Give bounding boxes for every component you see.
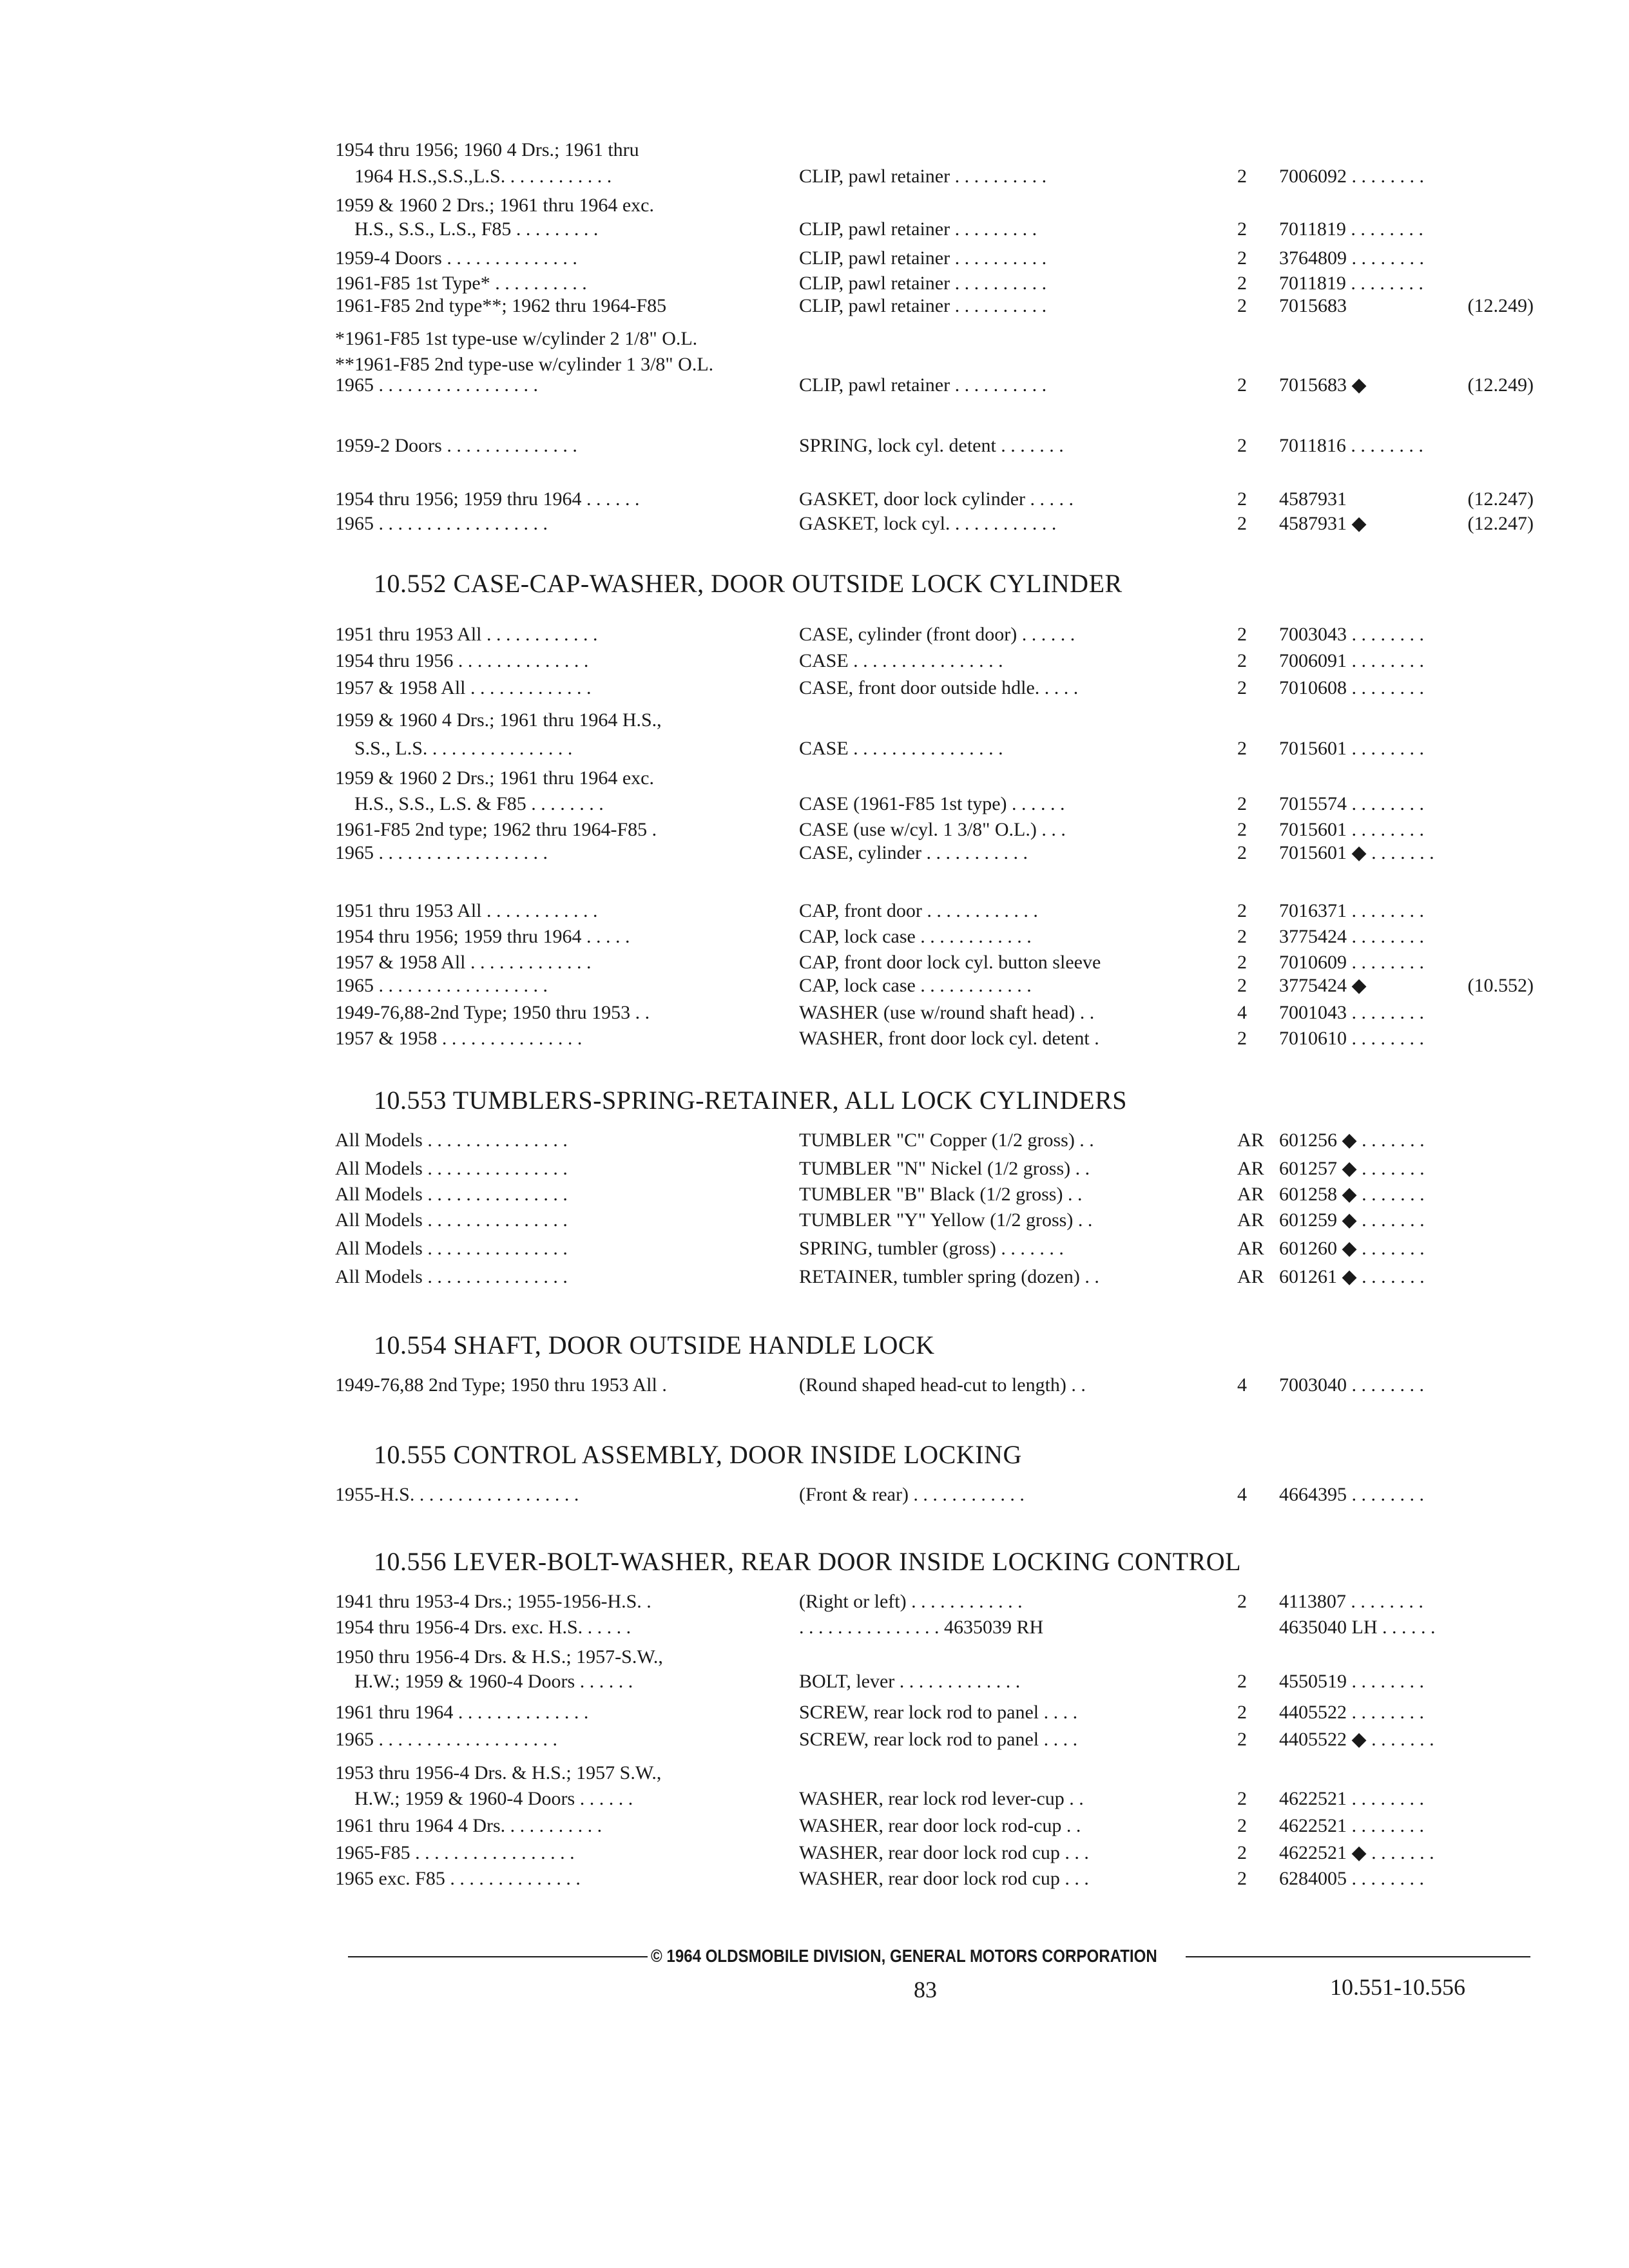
description-cell: CAP, front door lock cyl. button sleeve	[799, 952, 1101, 973]
quantity-cell: 4	[1237, 1374, 1247, 1396]
application-cell: 1965 . . . . . . . . . . . . . . . . . . .	[335, 1729, 557, 1750]
part-number-cell: 7001043 . . . . . . . .	[1279, 1002, 1424, 1023]
footer-rule-left	[348, 1956, 648, 1957]
description-cell: SCREW, rear lock rod to panel . . . .	[799, 1729, 1078, 1750]
description-cell: (Front & rear) . . . . . . . . . . . .	[799, 1484, 1025, 1505]
quantity-cell: 2	[1237, 513, 1247, 534]
description-cell: CLIP, pawl retainer . . . . . . . . .	[799, 218, 1037, 240]
parts-row	[335, 511, 1534, 542]
description-cell: WASHER, rear door lock rod cup . . .	[799, 1868, 1089, 1889]
quantity-cell: 2	[1237, 1788, 1247, 1809]
description-cell: CASE, front door outside hdle. . . . .	[799, 677, 1079, 698]
part-number-cell: 4405522 ◆ . . . . . . .	[1279, 1729, 1434, 1750]
part-number-cell: 7010608 . . . . . . . .	[1279, 677, 1424, 698]
part-number-cell: 7011819 . . . . . . . .	[1279, 218, 1423, 240]
quantity-cell: 2	[1237, 1591, 1247, 1612]
quantity-cell: AR	[1237, 1184, 1264, 1205]
parts-row	[335, 1866, 1521, 1897]
description-cell: CLIP, pawl retainer . . . . . . . . . .	[799, 273, 1047, 294]
quantity-cell: 2	[1237, 218, 1247, 240]
description-cell: CASE, cylinder . . . . . . . . . . .	[799, 842, 1028, 863]
part-number-cell: 4622521 . . . . . . . .	[1279, 1788, 1424, 1809]
application-cell: 1965 . . . . . . . . . . . . . . . . .	[335, 374, 538, 396]
section-range: 10.551-10.556	[1330, 1974, 1465, 2000]
quantity-cell: 2	[1237, 900, 1247, 921]
footer-rule-right	[1186, 1956, 1530, 1957]
parts-row	[335, 1026, 1521, 1057]
quantity-cell: 2	[1237, 435, 1247, 456]
part-number-cell: 7006092 . . . . . . . .	[1279, 166, 1424, 187]
description-cell: GASKET, lock cyl. . . . . . . . . . . .	[799, 513, 1057, 534]
application-cell: 1961 thru 1964 4 Drs. . . . . . . . . . .	[335, 1815, 602, 1836]
parts-row	[335, 372, 1534, 403]
quantity-cell: 2	[1237, 295, 1247, 316]
part-number-cell: 7015601 . . . . . . . .	[1279, 738, 1424, 759]
section-heading-10-552: 10.552 CASE-CAP-WASHER, DOOR OUTSIDE LOCK CYLINDER	[374, 569, 1123, 598]
description-cell: WASHER (use w/round shaft head) . .	[799, 1002, 1095, 1023]
application-cell: H.W.; 1959 & 1960-4 Doors . . . . . .	[354, 1788, 633, 1809]
part-number-cell: 3764809 . . . . . . . .	[1279, 247, 1424, 269]
application-cell: All Models . . . . . . . . . . . . . . .	[335, 1129, 568, 1151]
quantity-cell: AR	[1237, 1238, 1264, 1259]
application-cell: 1949-76,88 2nd Type; 1950 thru 1953 All .	[335, 1374, 667, 1396]
section-heading-10-556: 10.556 LEVER-BOLT-WASHER, REAR DOOR INSIDE LOCKING CONTROL	[374, 1547, 1242, 1576]
description-cell: CLIP, pawl retainer . . . . . . . . . .	[799, 374, 1047, 396]
section-heading-10-553: 10.553 TUMBLERS-SPRING-RETAINER, ALL LOCK CYLINDERS	[374, 1086, 1127, 1115]
quantity-cell: 2	[1237, 1729, 1247, 1750]
part-number-cell: 601261 ◆ . . . . . . .	[1279, 1266, 1425, 1287]
quantity-cell: 4	[1237, 1002, 1247, 1023]
part-number-cell: 7003040 . . . . . . . .	[1279, 1374, 1424, 1396]
application-cell: 1959 & 1960 2 Drs.; 1961 thru 1964 exc.	[335, 767, 654, 789]
application-cell: 1965 . . . . . . . . . . . . . . . . . .	[335, 842, 548, 863]
application-cell: All Models . . . . . . . . . . . . . . .	[335, 1184, 568, 1205]
parts-row	[335, 1700, 1521, 1731]
application-cell: S.S., L.S. . . . . . . . . . . . . . . .	[354, 738, 573, 759]
application-cell: All Models . . . . . . . . . . . . . . .	[335, 1266, 568, 1287]
description-cell: SCREW, rear lock rod to panel . . . .	[799, 1702, 1078, 1723]
description-cell: TUMBLER "B" Black (1/2 gross) . .	[799, 1184, 1083, 1205]
application-cell: 1959-4 Doors . . . . . . . . . . . . . .	[335, 247, 577, 269]
description-cell: TUMBLER "N" Nickel (1/2 gross) . .	[799, 1158, 1090, 1179]
parts-row	[335, 1615, 1521, 1646]
parts-row	[335, 164, 1521, 195]
part-number-cell: 601258 ◆ . . . . . . .	[1279, 1184, 1425, 1205]
application-cell: **1961-F85 2nd type-use w/cylinder 1 3/8" O.L.	[335, 354, 714, 375]
description-cell: (Right or left) . . . . . . . . . . . .	[799, 1591, 1023, 1612]
part-number-cell: 601257 ◆ . . . . . . .	[1279, 1158, 1425, 1179]
application-cell: H.S., S.S., L.S. & F85 . . . . . . . .	[354, 793, 604, 814]
parts-row	[335, 433, 1521, 464]
description-cell: CASE, cylinder (front door) . . . . . .	[799, 624, 1075, 645]
part-number-cell: 3775424 ◆	[1279, 975, 1367, 996]
application-cell: 1965-F85 . . . . . . . . . . . . . . . . .	[335, 1842, 575, 1863]
application-cell: All Models . . . . . . . . . . . . . . .	[335, 1209, 568, 1231]
quantity-cell: 2	[1237, 624, 1247, 645]
description-cell: WASHER, rear lock rod lever-cup . .	[799, 1788, 1084, 1809]
application-cell: 1955-H.S. . . . . . . . . . . . . . . . . .	[335, 1484, 579, 1505]
parts-row	[335, 736, 1521, 767]
application-cell: 1957 & 1958 All . . . . . . . . . . . . .	[335, 677, 592, 698]
description-cell: BOLT, lever . . . . . . . . . . . . .	[799, 1671, 1021, 1692]
quantity-cell: 2	[1237, 842, 1247, 863]
part-number-cell: 3775424 . . . . . . . .	[1279, 926, 1424, 947]
description-cell: CLIP, pawl retainer . . . . . . . . . .	[799, 166, 1047, 187]
parts-row	[335, 1207, 1521, 1238]
quantity-cell: 2	[1237, 374, 1247, 396]
application-cell: 1951 thru 1953 All . . . . . . . . . . . .	[335, 900, 598, 921]
application-cell: 1941 thru 1953-4 Drs.; 1955-1956-H.S. .	[335, 1591, 651, 1612]
application-cell: 1954 thru 1956 . . . . . . . . . . . . . .	[335, 650, 589, 671]
part-number-cell: 7015601 . . . . . . . .	[1279, 819, 1424, 840]
description-cell: CASE (use w/cyl. 1 3/8" O.L.) . . .	[799, 819, 1066, 840]
application-cell: 1950 thru 1956-4 Drs. & H.S.; 1957-S.W.,	[335, 1646, 663, 1667]
quantity-cell: 2	[1237, 166, 1247, 187]
parts-row	[335, 216, 1521, 247]
parts-row	[335, 973, 1534, 1004]
parts-row	[335, 840, 1521, 871]
quantity-cell: 2	[1237, 1702, 1247, 1723]
section-heading-10-554: 10.554 SHAFT, DOOR OUTSIDE HANDLE LOCK	[374, 1331, 935, 1360]
part-number-cell: 4405522 . . . . . . . .	[1279, 1702, 1424, 1723]
part-number-cell: 4587931 ◆	[1279, 513, 1367, 534]
group-reference-cell: (10.552)	[1467, 975, 1534, 996]
group-reference-cell: (12.249)	[1467, 374, 1534, 396]
parts-row	[335, 1669, 1521, 1700]
part-number-cell: 7015601 ◆ . . . . . . .	[1279, 842, 1434, 863]
description-cell: GASKET, door lock cylinder . . . . .	[799, 488, 1074, 510]
quantity-cell: 2	[1237, 952, 1247, 973]
quantity-cell: 2	[1237, 793, 1247, 814]
application-cell: 1949-76,88-2nd Type; 1950 thru 1953 . .	[335, 1002, 650, 1023]
quantity-cell: 2	[1237, 1868, 1247, 1889]
part-number-cell: 4635040 LH . . . . . .	[1279, 1617, 1436, 1638]
part-number-cell: 601259 ◆ . . . . . . .	[1279, 1209, 1425, 1231]
application-cell: 1951 thru 1953 All . . . . . . . . . . . .	[335, 624, 598, 645]
application-cell: 1957 & 1958 . . . . . . . . . . . . . . .	[335, 1028, 583, 1049]
parts-row	[335, 1236, 1521, 1267]
parts-row	[335, 1372, 1521, 1403]
parts-row	[335, 648, 1521, 679]
application-cell: 1961-F85 2nd type; 1962 thru 1964-F85 .	[335, 819, 657, 840]
part-number-cell: 7011819 . . . . . . . .	[1279, 273, 1423, 294]
part-number-cell: 7010610 . . . . . . . .	[1279, 1028, 1424, 1049]
quantity-cell: AR	[1237, 1266, 1264, 1287]
description-cell: TUMBLER "Y" Yellow (1/2 gross) . .	[799, 1209, 1093, 1231]
quantity-cell: 2	[1237, 1671, 1247, 1692]
quantity-cell: 2	[1237, 273, 1247, 294]
parts-row	[335, 1482, 1521, 1513]
group-reference-cell: (12.249)	[1467, 295, 1534, 316]
quantity-cell: 2	[1237, 677, 1247, 698]
application-cell: 1965 exc. F85 . . . . . . . . . . . . . .	[335, 1868, 581, 1889]
part-number-cell: 601260 ◆ . . . . . . .	[1279, 1238, 1425, 1259]
part-number-cell: 7006091 . . . . . . . .	[1279, 650, 1424, 671]
application-cell: All Models . . . . . . . . . . . . . . .	[335, 1238, 568, 1259]
description-cell: TUMBLER "C" Copper (1/2 gross) . .	[799, 1129, 1094, 1151]
part-number-cell: 4622521 ◆ . . . . . . .	[1279, 1842, 1434, 1863]
part-number-cell: 6284005 . . . . . . . .	[1279, 1868, 1424, 1889]
application-cell: 1954 thru 1956; 1959 thru 1964 . . . . .	[335, 926, 630, 947]
application-cell: 1965 . . . . . . . . . . . . . . . . . .	[335, 513, 548, 534]
part-number-cell: 7015683 ◆	[1279, 374, 1367, 396]
quantity-cell: 2	[1237, 488, 1247, 510]
part-number-cell: 7015574 . . . . . . . .	[1279, 793, 1424, 814]
part-number-cell: 4664395 . . . . . . . .	[1279, 1484, 1424, 1505]
description-cell: CASE . . . . . . . . . . . . . . . .	[799, 650, 1003, 671]
quantity-cell: 2	[1237, 926, 1247, 947]
description-cell: CLIP, pawl retainer . . . . . . . . . .	[799, 247, 1047, 269]
quantity-cell: AR	[1237, 1129, 1264, 1151]
application-cell: 1954 thru 1956; 1959 thru 1964 . . . . . .	[335, 488, 640, 510]
application-cell: 1954 thru 1956; 1960 4 Drs.; 1961 thru	[335, 139, 639, 160]
part-number-cell: 7015683	[1279, 295, 1347, 316]
quantity-cell: 2	[1237, 975, 1247, 996]
description-cell: CAP, front door . . . . . . . . . . . .	[799, 900, 1038, 921]
part-number-cell: 7011816 . . . . . . . .	[1279, 435, 1423, 456]
application-cell: 1959-2 Doors . . . . . . . . . . . . . .	[335, 435, 577, 456]
application-cell: All Models . . . . . . . . . . . . . . .	[335, 1158, 568, 1179]
part-number-cell: 4113807 . . . . . . . .	[1279, 1591, 1423, 1612]
quantity-cell: 2	[1237, 738, 1247, 759]
application-cell: 1953 thru 1956-4 Drs. & H.S.; 1957 S.W.,	[335, 1762, 662, 1783]
parts-row	[335, 1128, 1521, 1158]
page-number: 83	[914, 1977, 937, 2003]
application-cell: H.W.; 1959 & 1960-4 Doors . . . . . .	[354, 1671, 633, 1692]
application-cell: *1961-F85 1st type-use w/cylinder 2 1/8" O.L.	[335, 328, 698, 349]
quantity-cell: 2	[1237, 1815, 1247, 1836]
description-cell: CAP, lock case . . . . . . . . . . . .	[799, 975, 1032, 996]
quantity-cell: AR	[1237, 1158, 1264, 1179]
quantity-cell: 4	[1237, 1484, 1247, 1505]
quantity-cell: 2	[1237, 1842, 1247, 1863]
part-number-cell: 4550519 . . . . . . . .	[1279, 1671, 1424, 1692]
part-number-cell: 4587931	[1279, 488, 1347, 510]
application-cell: 1954 thru 1956-4 Drs. exc. H.S. . . . . .	[335, 1617, 631, 1638]
quantity-cell: 2	[1237, 819, 1247, 840]
application-cell: 1964 H.S.,S.S.,L.S. . . . . . . . . . . .	[354, 166, 612, 187]
application-cell: 1959 & 1960 4 Drs.; 1961 thru 1964 H.S.,	[335, 709, 662, 731]
parts-row	[335, 1264, 1521, 1295]
quantity-cell: 2	[1237, 650, 1247, 671]
description-cell: CAP, lock case . . . . . . . . . . . .	[799, 926, 1032, 947]
part-number-cell: 4622521 . . . . . . . .	[1279, 1815, 1424, 1836]
parts-row	[335, 1813, 1521, 1844]
application-cell: 1961-F85 2nd type**; 1962 thru 1964-F85	[335, 295, 667, 316]
description-cell: CASE . . . . . . . . . . . . . . . .	[799, 738, 1003, 759]
section-heading-10-555: 10.555 CONTROL ASSEMBLY, DOOR INSIDE LOCKING	[374, 1440, 1022, 1469]
description-cell: CLIP, pawl retainer . . . . . . . . . .	[799, 295, 1047, 316]
application-cell: 1959 & 1960 2 Drs.; 1961 thru 1964 exc.	[335, 195, 654, 216]
quantity-cell: 2	[1237, 247, 1247, 269]
description-cell: . . . . . . . . . . . . . . . 4635039 RH	[799, 1617, 1044, 1638]
application-cell: H.S., S.S., L.S., F85 . . . . . . . . .	[354, 218, 599, 240]
description-cell: SPRING, tumbler (gross) . . . . . . .	[799, 1238, 1064, 1259]
part-number-cell: 7003043 . . . . . . . .	[1279, 624, 1424, 645]
description-cell: SPRING, lock cyl. detent . . . . . . .	[799, 435, 1064, 456]
parts-row	[335, 293, 1534, 324]
quantity-cell: 2	[1237, 1028, 1247, 1049]
application-cell: 1961 thru 1964 . . . . . . . . . . . . . .	[335, 1702, 589, 1723]
copyright-notice: © 1964 OLDSMOBILE DIVISION, GENERAL MOTORS CORPORATION	[651, 1946, 1157, 1966]
description-cell: CASE (1961-F85 1st type) . . . . . .	[799, 793, 1065, 814]
description-cell: WASHER, rear door lock rod-cup . .	[799, 1815, 1081, 1836]
parts-row	[335, 675, 1521, 706]
application-cell: 1965 . . . . . . . . . . . . . . . . . .	[335, 975, 548, 996]
application-cell: 1957 & 1958 All . . . . . . . . . . . . .	[335, 952, 592, 973]
part-number-cell: 601256 ◆ . . . . . . .	[1279, 1129, 1425, 1151]
quantity-cell: AR	[1237, 1209, 1264, 1231]
parts-row	[335, 1786, 1521, 1817]
part-number-cell: 7010609 . . . . . . . .	[1279, 952, 1424, 973]
application-cell: 1961-F85 1st Type* . . . . . . . . . .	[335, 273, 587, 294]
description-cell: RETAINER, tumbler spring (dozen) . .	[799, 1266, 1099, 1287]
group-reference-cell: (12.247)	[1467, 488, 1534, 510]
parts-row	[335, 707, 1521, 738]
parts-row	[335, 1727, 1521, 1758]
description-cell: WASHER, front door lock cyl. detent .	[799, 1028, 1099, 1049]
description-cell: (Round shaped head-cut to length) . .	[799, 1374, 1086, 1396]
description-cell: WASHER, rear door lock rod cup . . .	[799, 1842, 1089, 1863]
part-number-cell: 7016371 . . . . . . . .	[1279, 900, 1424, 921]
group-reference-cell: (12.247)	[1467, 513, 1534, 534]
